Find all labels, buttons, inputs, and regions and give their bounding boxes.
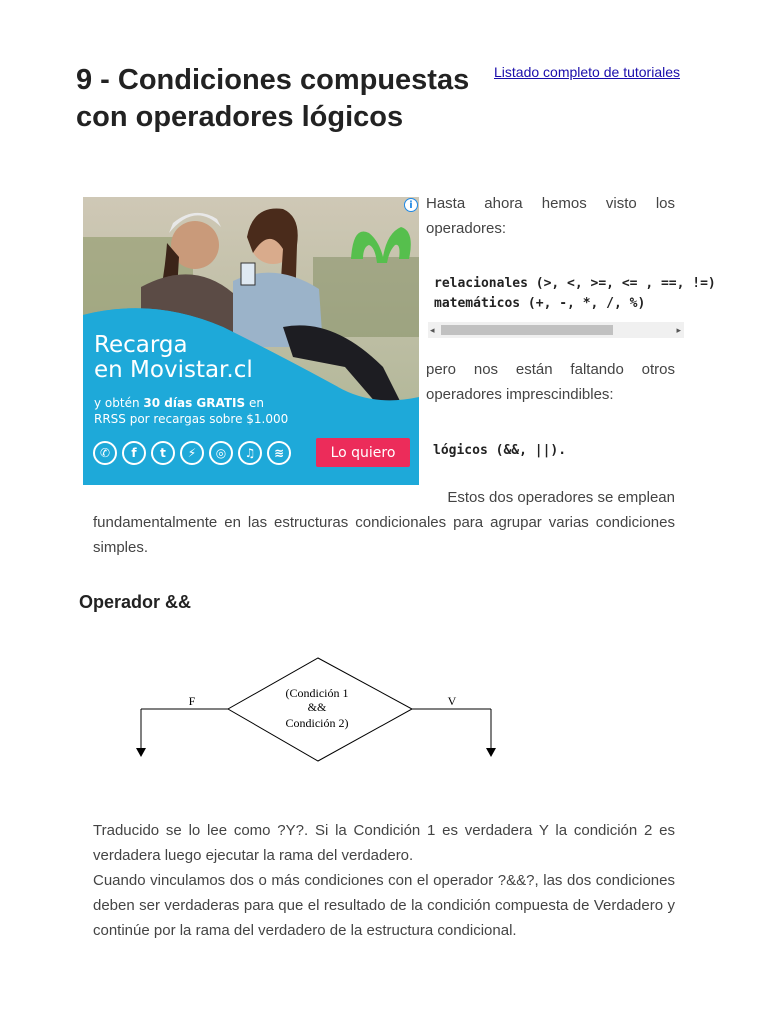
- condition-line1: (Condición 1: [285, 686, 349, 700]
- translation-paragraph: Traducido se lo lee como ?Y?. Si la Condición 1 es verdadera Y la condición 2 es verdadera luego ejecutar la rama del verdadero.: [93, 822, 675, 864]
- code-horizontal-scrollbar[interactable]: [428, 322, 684, 338]
- ad-sub-pre: y obtén: [94, 396, 144, 410]
- ad-headline-line2: en Movistar.cl: [94, 357, 253, 383]
- scroll-right-arrow-icon[interactable]: ▸: [676, 325, 681, 335]
- condition-line2: &&: [307, 700, 327, 714]
- code-block-operators[interactable]: [428, 270, 716, 318]
- code-line-math: matemáticos (+, -, *, /, %): [434, 296, 646, 311]
- explanation-paragraph: Cuando vinculamos dos o más condiciones con el operador ?&&?, las dos condiciones deben ser verdaderas para que el resultado de la condición compuesta de Verdadero y continúe por la rama del verdadero de la estructura condicional.: [93, 872, 675, 939]
- code-line-relational: relacionales (>, <, >=, <= , ==, !=): [434, 276, 716, 291]
- true-arrow-head: [486, 748, 496, 757]
- ad-subtext: [94, 395, 288, 427]
- true-label: V: [447, 694, 457, 708]
- whatsapp-icon: ✆: [93, 441, 117, 465]
- section-heading-and: Operador &&: [79, 592, 192, 612]
- operators-paragraph-rest: fundamentalmente en las estructuras condicionales para agrupar varias condiciones simples.: [93, 514, 675, 556]
- false-arrow-head: [136, 748, 146, 757]
- facebook-icon: f: [122, 441, 146, 465]
- ad-sub-post: en: [245, 396, 264, 410]
- ad-social-icons: [93, 441, 291, 465]
- music-icon: ♫: [238, 441, 262, 465]
- twitter-icon: t: [151, 441, 175, 465]
- ad-sub-bold: 30 días GRATIS: [143, 396, 246, 410]
- advertisement-banner[interactable]: [83, 197, 419, 485]
- operators-paragraph-line1: Estos dos operadores se emplean: [447, 489, 675, 506]
- ad-sub-line2: RRSS por recargas sobre $1.000: [94, 412, 289, 426]
- scroll-left-arrow-icon[interactable]: ◂: [430, 325, 435, 335]
- code-line-logical: lógicos (&&, ||).: [433, 443, 567, 458]
- missing-operators-paragraph: pero nos están faltando otros operadores imprescindibles:: [426, 361, 675, 403]
- instagram-icon: ◎: [209, 441, 233, 465]
- spotify-icon: ≋: [267, 441, 291, 465]
- ad-headline-line1: Recarga: [94, 332, 188, 358]
- ad-info-icon[interactable]: i: [404, 198, 418, 212]
- messenger-icon: ⚡: [180, 441, 204, 465]
- condition-line3: Condición 2): [285, 716, 349, 730]
- ad-headline: [94, 333, 253, 383]
- intro-paragraph: Hasta ahora hemos visto los operadores:: [426, 195, 675, 237]
- scrollbar-thumb[interactable]: [441, 325, 613, 335]
- page-title: 9 - Condiciones compuestas con operadores lógicos: [76, 64, 470, 133]
- false-label: F: [188, 694, 196, 708]
- ad-cta-button[interactable]: Lo quiero: [316, 438, 410, 467]
- tutorials-list-link[interactable]: Listado completo de tutoriales: [494, 64, 680, 80]
- and-flow-diagram: [130, 650, 510, 770]
